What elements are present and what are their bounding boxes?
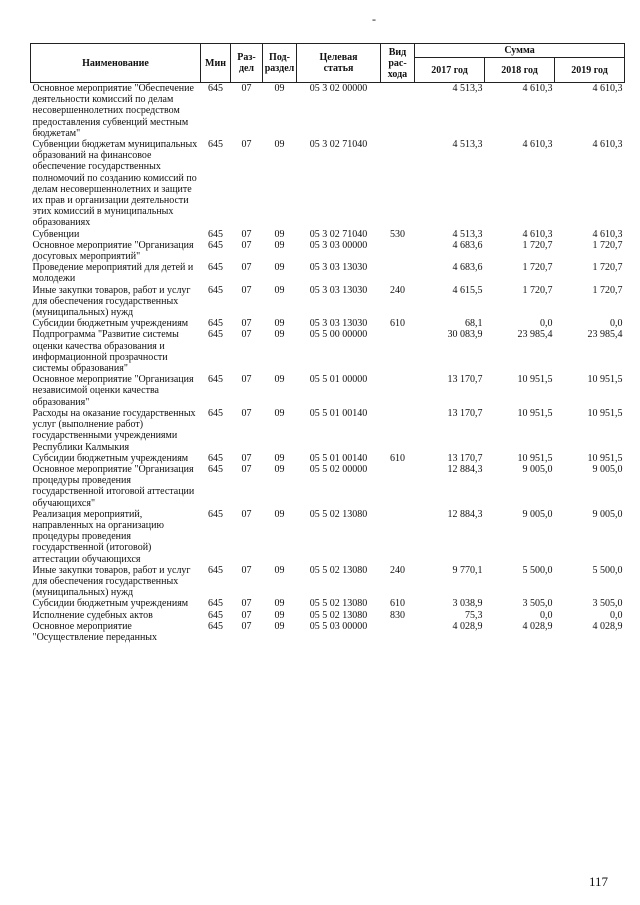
cell-2017: 4 683,6 xyxy=(452,262,483,274)
cell-target: 05 5 02 13080 xyxy=(309,609,368,621)
cell-target: 05 5 03 00000 xyxy=(309,620,368,632)
cell-2018: 5 500,0 xyxy=(522,564,553,576)
cell-vid: 530 xyxy=(390,228,405,240)
cell-2019: 9 005,0 xyxy=(592,508,623,520)
cell-razdel: 07 xyxy=(241,329,252,341)
cell-podrazdel: 09 xyxy=(274,452,285,464)
cell-name: Расходы на оказание государственных услуг (выполнение работ) государственными учреждениями Республики Калмыкия xyxy=(32,407,196,453)
cell-2017: 13 170,7 xyxy=(447,374,483,386)
cell-2018: 0,0 xyxy=(540,609,553,621)
cell-podrazdel: 09 xyxy=(274,508,285,520)
cell-name: Проведение мероприятий для детей и молодежи xyxy=(32,262,194,285)
cell-podrazdel: 09 xyxy=(274,83,285,94)
table-row xyxy=(31,464,625,509)
cell-target: 05 5 02 00000 xyxy=(309,463,368,475)
cell-razdel: 07 xyxy=(241,407,252,419)
header-name: Наименование xyxy=(31,44,201,83)
cell-name: Субвенции xyxy=(32,228,80,240)
cell-min: 645 xyxy=(208,139,223,151)
budget-table xyxy=(30,43,625,643)
table-row xyxy=(31,83,625,140)
cell-name: Реализация мероприятий, направленных на организацию процедуры проведения государственной (итоговой) аттестации обучающихся xyxy=(32,508,164,565)
table-row xyxy=(31,262,625,284)
cell-2017: 13 170,7 xyxy=(447,407,483,419)
cell-2019: 4 610,3 xyxy=(592,83,623,94)
cell-razdel: 07 xyxy=(241,228,252,240)
cell-vid: 610 xyxy=(390,598,405,610)
cell-vid xyxy=(381,240,415,262)
cell-target: 05 3 03 13030 xyxy=(309,318,368,330)
cell-razdel: 07 xyxy=(241,508,252,520)
cell-2019: 23 985,4 xyxy=(587,329,623,341)
cell-target: 05 5 02 13080 xyxy=(309,598,368,610)
cell-razdel: 07 xyxy=(241,620,252,632)
cell-2018: 4 028,9 xyxy=(522,620,553,632)
cell-2018: 9 005,0 xyxy=(522,463,553,475)
cell-2018: 10 951,5 xyxy=(517,407,553,419)
cell-2019: 10 951,5 xyxy=(587,452,623,464)
cell-podrazdel: 09 xyxy=(274,620,285,632)
cell-vid xyxy=(381,408,415,453)
table-body xyxy=(31,83,625,644)
header-vid: Вид рас- хода xyxy=(381,44,415,83)
cell-target: 05 3 02 00000 xyxy=(309,83,368,94)
cell-target: 05 5 02 13080 xyxy=(309,508,368,520)
cell-name: Основное мероприятие "Обеспечение деятельности комиссий по делам несовершеннолетних посредством предоставления субвенций местным бюджетам" xyxy=(32,83,194,139)
cell-2018: 0,0 xyxy=(540,318,553,330)
cell-2018: 4 610,3 xyxy=(522,228,553,240)
cell-name: Субсидии бюджетным учреждениям xyxy=(32,598,189,610)
cell-vid xyxy=(381,509,415,565)
cell-name: Исполнение судебных актов xyxy=(32,609,153,621)
table-row xyxy=(31,453,625,464)
cell-2017: 9 770,1 xyxy=(452,564,483,576)
cell-2019: 1 720,7 xyxy=(592,284,623,296)
cell-vid: 610 xyxy=(390,318,405,330)
cell-2017: 4 513,3 xyxy=(452,228,483,240)
cell-podrazdel: 09 xyxy=(274,374,285,386)
header-2019: 2019 год xyxy=(555,58,625,83)
table-row xyxy=(31,318,625,329)
cell-vid: 610 xyxy=(390,452,405,464)
table-row xyxy=(31,240,625,262)
cell-vid xyxy=(381,621,415,643)
table-row xyxy=(31,329,625,374)
cell-razdel: 07 xyxy=(241,318,252,330)
cell-name: Основное мероприятие "Организация процедуры проведения государственной итоговой аттестации обучающихся" xyxy=(32,463,195,509)
cell-name: Основное мероприятие "Организация досуговых мероприятий" xyxy=(32,239,194,263)
cell-vid xyxy=(381,262,415,284)
cell-min: 645 xyxy=(208,374,223,386)
cell-target: 05 5 01 00140 xyxy=(309,407,368,419)
table-row xyxy=(31,610,625,621)
cell-podrazdel: 09 xyxy=(274,564,285,576)
cell-2018: 4 610,3 xyxy=(522,83,553,94)
cell-target: 05 3 02 71040 xyxy=(309,139,368,151)
cell-vid xyxy=(381,374,415,408)
cell-2019: 5 500,0 xyxy=(592,564,623,576)
cell-name: Субсидии бюджетным учреждениям xyxy=(32,452,189,464)
cell-podrazdel: 09 xyxy=(274,228,285,240)
cell-podrazdel: 09 xyxy=(274,139,285,151)
cell-2017: 12 884,3 xyxy=(447,508,483,520)
cell-min: 645 xyxy=(208,284,223,296)
cell-2019: 4 028,9 xyxy=(592,620,623,632)
cell-min: 645 xyxy=(208,564,223,576)
cell-podrazdel: 09 xyxy=(274,407,285,419)
cell-podrazdel: 09 xyxy=(274,463,285,475)
cell-2019: 4 610,3 xyxy=(592,139,623,151)
cell-vid: 240 xyxy=(390,284,405,296)
cell-2019: 9 005,0 xyxy=(592,463,623,475)
cell-2018: 3 505,0 xyxy=(522,598,553,610)
table-row xyxy=(31,374,625,408)
cell-podrazdel: 09 xyxy=(274,284,285,296)
cell-razdel: 07 xyxy=(241,463,252,475)
table-row xyxy=(31,509,625,565)
table-row xyxy=(31,408,625,453)
cell-razdel: 07 xyxy=(241,284,252,296)
cell-target: 05 5 02 13080 xyxy=(309,564,368,576)
cell-podrazdel: 09 xyxy=(274,239,285,251)
page-number: 117 xyxy=(589,874,609,889)
table-row xyxy=(31,285,625,319)
table-row xyxy=(31,229,625,240)
cell-name: Иные закупки товаров, работ и услуг для обеспечения государственных (муниципальных) нужд xyxy=(32,564,191,599)
cell-podrazdel: 09 xyxy=(274,318,285,330)
table-row xyxy=(31,621,625,643)
cell-name: Подпрограмма "Развитие системы оценки качества образования и информационной прозрачности системы образования" xyxy=(32,329,179,375)
header-2017: 2017 год xyxy=(415,58,485,83)
cell-2017: 4 683,6 xyxy=(452,239,483,251)
cell-2018: 1 720,7 xyxy=(522,239,553,251)
cell-vid: 830 xyxy=(390,609,405,621)
cell-2017: 75,3 xyxy=(465,609,483,621)
cell-2018: 10 951,5 xyxy=(517,374,553,386)
cell-target: 05 5 01 00000 xyxy=(309,374,368,386)
cell-2017: 3 038,9 xyxy=(452,598,483,610)
cell-podrazdel: 09 xyxy=(274,609,285,621)
header-2018: 2018 год xyxy=(485,58,555,83)
header-razdel: Раз- дел xyxy=(231,44,263,83)
cell-2018: 4 610,3 xyxy=(522,139,553,151)
table-row xyxy=(31,139,625,229)
cell-target: 05 5 00 00000 xyxy=(309,329,368,341)
header-target: Целевая статья xyxy=(297,44,381,83)
header-sum: Сумма xyxy=(415,44,625,58)
cell-2017: 4 615,5 xyxy=(452,284,483,296)
cell-min: 645 xyxy=(208,318,223,330)
cell-target: 05 3 03 13030 xyxy=(309,262,368,274)
cell-razdel: 07 xyxy=(241,598,252,610)
table-row xyxy=(31,565,625,599)
cell-target: 05 5 01 00140 xyxy=(309,452,368,464)
cell-name: Субсидии бюджетным учреждениям xyxy=(32,318,189,330)
top-mark: - xyxy=(372,12,376,26)
cell-2018: 9 005,0 xyxy=(522,508,553,520)
cell-min: 645 xyxy=(208,620,223,632)
cell-name: Субвенции бюджетам муниципальных образований на финансовое обеспечение государственных полномочий по созданию комиссий по делам несовершеннолетних и защите их прав и организации деятельности этих комиссий в муниципальных образованиях xyxy=(32,139,198,229)
cell-2017: 30 083,9 xyxy=(447,329,483,341)
cell-2018: 1 720,7 xyxy=(522,262,553,274)
cell-2019: 0,0 xyxy=(610,318,623,330)
cell-name: Основное мероприятие "Организация независимой оценки качества образования" xyxy=(32,374,194,408)
table-row xyxy=(31,598,625,609)
cell-min: 645 xyxy=(208,508,223,520)
cell-vid xyxy=(381,464,415,509)
cell-2019: 1 720,7 xyxy=(592,262,623,274)
cell-vid xyxy=(381,329,415,374)
cell-min: 645 xyxy=(208,83,223,94)
cell-razdel: 07 xyxy=(241,564,252,576)
cell-2017: 12 884,3 xyxy=(447,463,483,475)
cell-2019: 1 720,7 xyxy=(592,239,623,251)
cell-razdel: 07 xyxy=(241,262,252,274)
header-podrazdel: Под- раздел xyxy=(263,44,297,83)
cell-2019: 4 610,3 xyxy=(592,228,623,240)
cell-2017: 4 513,3 xyxy=(452,139,483,151)
cell-razdel: 07 xyxy=(241,452,252,464)
cell-2019: 0,0 xyxy=(610,609,623,621)
cell-target: 05 3 02 71040 xyxy=(309,228,368,240)
cell-2017: 13 170,7 xyxy=(447,452,483,464)
header-min: Мин xyxy=(201,44,231,83)
cell-min: 645 xyxy=(208,262,223,274)
cell-min: 645 xyxy=(208,329,223,341)
cell-target: 05 3 03 13030 xyxy=(309,284,368,296)
cell-vid xyxy=(381,83,415,140)
cell-2017: 4 028,9 xyxy=(452,620,483,632)
cell-vid: 240 xyxy=(390,564,405,576)
cell-2018: 1 720,7 xyxy=(522,284,553,296)
cell-2017: 4 513,3 xyxy=(452,83,483,94)
cell-razdel: 07 xyxy=(241,374,252,386)
cell-min: 645 xyxy=(208,239,223,251)
cell-name: Основное мероприятие "Осуществление переданных xyxy=(32,620,158,643)
cell-podrazdel: 09 xyxy=(274,262,285,274)
cell-podrazdel: 09 xyxy=(274,598,285,610)
cell-razdel: 07 xyxy=(241,83,252,94)
cell-min: 645 xyxy=(208,609,223,621)
cell-min: 645 xyxy=(208,407,223,419)
cell-podrazdel: 09 xyxy=(274,329,285,341)
cell-2019: 10 951,5 xyxy=(587,407,623,419)
cell-min: 645 xyxy=(208,452,223,464)
cell-2017: 68,1 xyxy=(465,318,483,330)
cell-min: 645 xyxy=(208,598,223,610)
cell-2018: 10 951,5 xyxy=(517,452,553,464)
cell-name: Иные закупки товаров, работ и услуг для обеспечения государственных (муниципальных) нужд xyxy=(32,284,191,319)
cell-razdel: 07 xyxy=(241,139,252,151)
cell-razdel: 07 xyxy=(241,609,252,621)
cell-razdel: 07 xyxy=(241,239,252,251)
cell-2019: 10 951,5 xyxy=(587,374,623,386)
cell-2019: 3 505,0 xyxy=(592,598,623,610)
cell-min: 645 xyxy=(208,228,223,240)
cell-target: 05 3 03 00000 xyxy=(309,239,368,251)
cell-min: 645 xyxy=(208,463,223,475)
cell-2018: 23 985,4 xyxy=(517,329,553,341)
cell-vid xyxy=(381,139,415,229)
